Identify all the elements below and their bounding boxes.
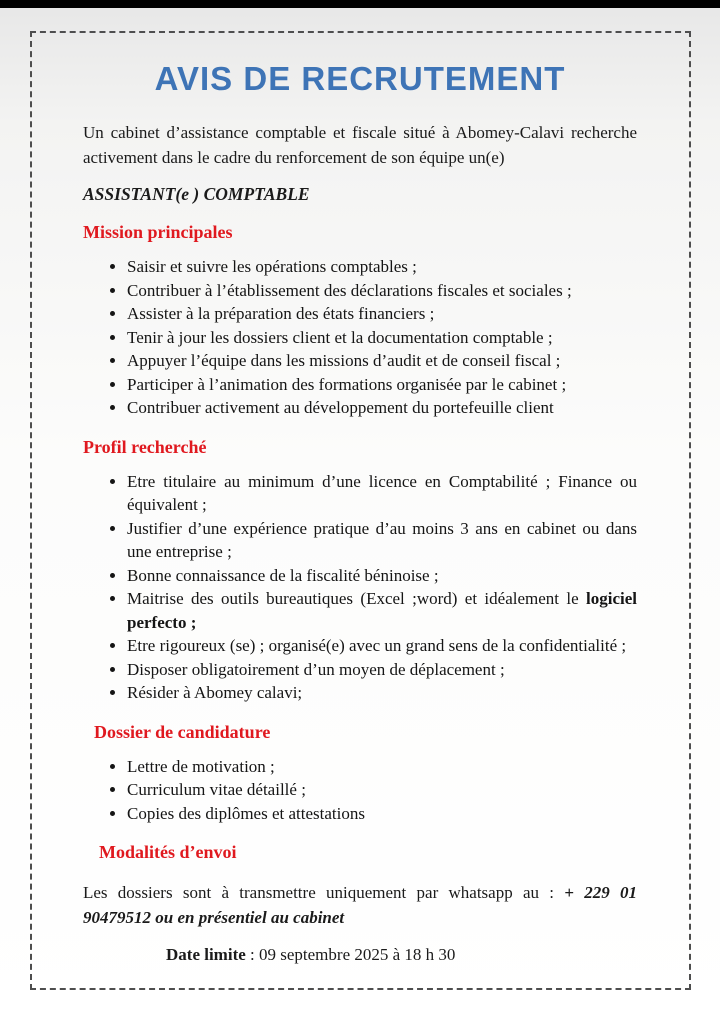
list-item xyxy=(127,681,637,705)
job-title: ASSISTANT(e ) COMPTABLE xyxy=(83,184,310,204)
section-heading-missions: Mission principales xyxy=(83,222,233,242)
list-item xyxy=(127,517,637,564)
list-item: • Contribuer activement au développement du portefeuille client xyxy=(127,396,637,420)
list-item: • Lettre de motivation ; xyxy=(127,755,637,779)
item-text: Maitrise des outils bureautiques (Excel ;word) et idéalement le xyxy=(127,589,587,608)
item-text: Etre rigoureux (se) ; organisé(e) avec un grand sens de la confidentialité ; xyxy=(127,636,627,655)
list-item: • Tenir à jour les dossiers client et la documentation comptable ; xyxy=(127,326,637,350)
list-item: • Saisir et suivre les opérations comptables ; xyxy=(127,255,637,279)
item-text: Bonne connaissance de la fiscalité béninoise ; xyxy=(127,565,439,585)
item-text: Disposer obligatoirement d’un moyen de déplacement ; xyxy=(127,659,505,679)
list-item xyxy=(127,587,637,634)
section-heading-envoi: Modalités d’envoi xyxy=(99,842,237,862)
list-item: • Participer à l’animation des formations organisée par le cabinet ; xyxy=(127,373,637,397)
item-text: Etre titulaire au minimum d’une licence en Comptabilité ; Finance ou équivalent ; xyxy=(127,471,637,514)
top-bar xyxy=(0,0,720,8)
section-heading-dossier: Dossier de candidature xyxy=(94,721,271,742)
deadline-line xyxy=(166,943,637,967)
list-item: • Curriculum vitae détaillé ; xyxy=(127,778,637,802)
profil-list xyxy=(83,470,637,705)
transmission-contact: + 229 01 90479512 ou en présentiel au cabinet xyxy=(83,883,637,927)
list-item: • Contribuer à l’établissement des déclarations fiscales et sociales ; xyxy=(127,279,637,303)
transmission-paragraph xyxy=(83,880,637,930)
deadline-label: Date limite xyxy=(166,945,246,964)
list-item: • Assister à la préparation des états financiers ; xyxy=(127,302,637,326)
missions-list xyxy=(83,255,637,420)
document-page xyxy=(30,31,691,990)
item-bold-text: logiciel perfecto ; xyxy=(127,589,637,632)
list-item: • Copies des diplômes et attestations xyxy=(127,802,637,826)
section-heading-profil: Profil recherché xyxy=(83,436,207,457)
list-item: • Appuyer l’équipe dans les missions d’audit et de conseil fiscal ; xyxy=(127,349,637,373)
deadline-value: : 09 septembre 2025 à 18 h 30 xyxy=(245,945,456,964)
dossier-list xyxy=(83,755,637,826)
item-text: Justifier d’une expérience pratique d’au moins 3 ans en cabinet ou dans une entreprise ; xyxy=(127,518,637,561)
list-item xyxy=(127,658,637,682)
list-item xyxy=(127,470,637,517)
item-text: Résider à Abomey calavi; xyxy=(127,683,303,702)
list-item xyxy=(127,564,637,588)
transmission-text: Les dossiers sont à transmettre uniquement par whatsapp au : xyxy=(83,883,565,902)
document-title: AVIS DE RECRUTEMENT xyxy=(154,60,566,97)
intro-paragraph: Un cabinet d’assistance comptable et fiscale situé à Abomey-Calavi recherche activement dans le cadre du renforcement de son équipe un(e) xyxy=(83,123,637,167)
list-item xyxy=(127,634,637,658)
